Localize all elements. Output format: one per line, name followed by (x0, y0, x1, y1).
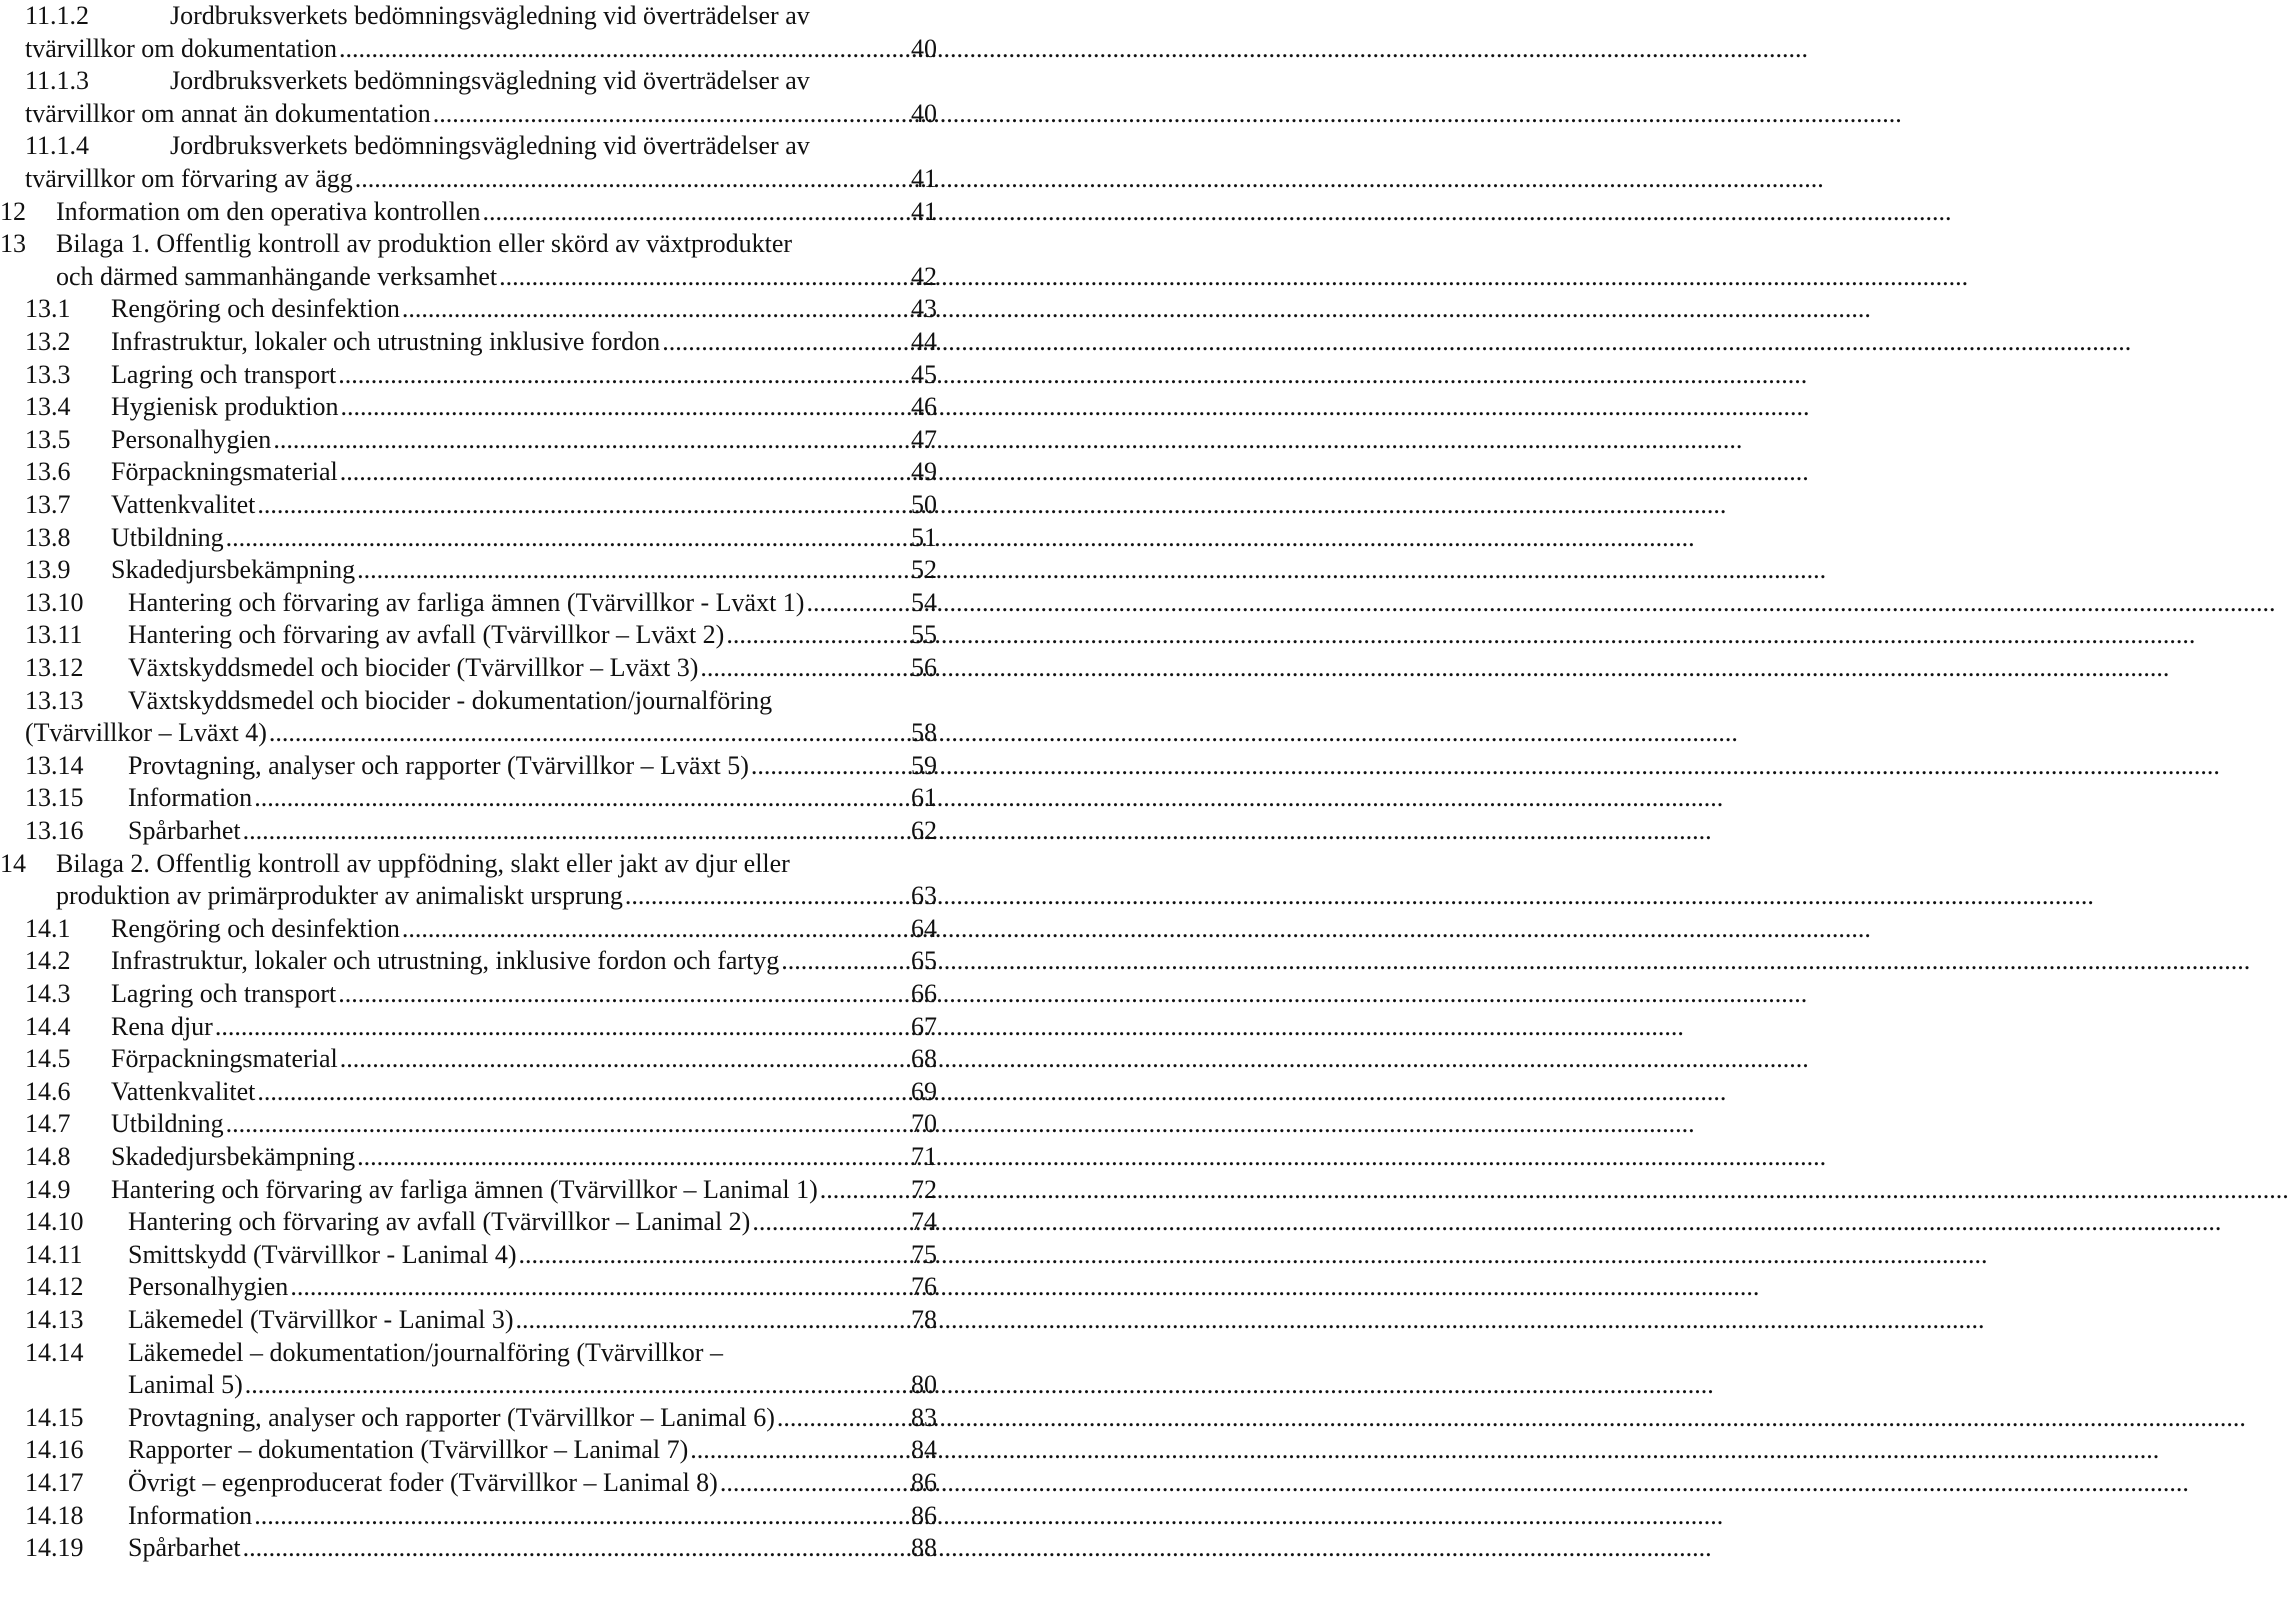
toc-dot-leader (357, 1141, 909, 1173)
toc-dot-leader (341, 391, 910, 423)
toc-page-number: 74 (911, 1207, 937, 1237)
toc-entry-title: Personalhygien (128, 1272, 289, 1302)
toc-page-number: 80 (911, 1370, 937, 1400)
toc-entry[interactable] (25, 815, 937, 847)
toc-entry-number: 14.11 (25, 1239, 83, 1269)
toc-entry[interactable] (25, 1304, 937, 1336)
toc-entry[interactable] (25, 1011, 937, 1043)
toc-page-number: 43 (911, 294, 937, 324)
toc-entry-title: Spårbarhet (128, 816, 241, 845)
toc-entry-title: Rapporter – dokumentation (Tvärvillkor – Lanimal 7) (128, 1435, 689, 1465)
toc-entry-title: Rena djur (111, 1011, 213, 1041)
toc-entry-number: 14.6 (25, 1076, 71, 1106)
toc-dot-leader (516, 1304, 909, 1336)
toc-entry-number: 13.15 (25, 783, 84, 813)
toc-entry[interactable] (25, 522, 937, 554)
toc-page-number: 64 (911, 913, 937, 943)
toc-page-number: 88 (911, 1533, 937, 1563)
toc-dot-leader (243, 815, 909, 847)
toc-dot-leader (269, 717, 909, 749)
toc-entry[interactable] (25, 65, 937, 97)
toc-page-number: 76 (911, 1272, 937, 1302)
toc-entry[interactable] (25, 1076, 937, 1108)
toc-entry-title: Information (128, 1500, 253, 1530)
toc-page-number: 70 (911, 1109, 937, 1139)
toc-page-number: 54 (911, 587, 937, 617)
toc-page-number: 47 (911, 424, 937, 454)
toc-entry-title: Hantering och förvaring av avfall (Tvärvillkor – Lväxt 2) (128, 620, 725, 650)
toc-page-number: 40 (911, 98, 937, 128)
toc-entry-title: Hantering och förvaring av farliga ämnen (Tvärvillkor – Lanimal 1) (111, 1174, 818, 1204)
toc-entry-title: Infrastruktur, lokaler och utrustning inklusive fordon (111, 327, 661, 356)
toc-page-number: 75 (911, 1239, 937, 1269)
toc-entry-title: Smittskydd (Tvärvillkor - Lanimal 4) (128, 1239, 517, 1269)
toc-dot-leader (519, 1239, 910, 1271)
toc-page-number: 86 (911, 1500, 937, 1530)
toc-entry-number: 14.12 (25, 1272, 84, 1302)
toc-entry[interactable] (25, 130, 937, 162)
toc-entry-number: 13.16 (25, 816, 84, 845)
toc-entry[interactable] (25, 1239, 937, 1271)
toc-entry-title: och därmed sammanhängande verksamhet (56, 261, 498, 291)
toc-page-number: 45 (911, 359, 937, 389)
toc-dot-leader (402, 913, 909, 945)
toc-page-number: 71 (911, 1142, 937, 1171)
toc-dot-leader (402, 293, 909, 325)
toc-entry-title: Jordbruksverkets bedömningsvägledning vid överträdelser av (170, 66, 810, 96)
toc-entry[interactable] (25, 782, 937, 814)
toc-entry[interactable] (25, 1141, 937, 1173)
toc-entry-number: 14.9 (25, 1174, 71, 1204)
toc-dot-leader (290, 1271, 909, 1303)
toc-dot-leader (433, 98, 909, 130)
toc-entry-number: 14.2 (25, 946, 71, 976)
toc-entry-title: tvärvillkor om annat än dokumentation (25, 98, 431, 128)
toc-entry[interactable] (25, 750, 937, 782)
toc-dot-leader (226, 1108, 909, 1140)
toc-entry-continuation[interactable] (25, 163, 937, 195)
toc-entry-number: 14.5 (25, 1044, 71, 1074)
toc-page-number: 59 (911, 750, 937, 780)
toc-entry-title: tvärvillkor om förvaring av ägg (25, 164, 353, 193)
toc-entry[interactable] (25, 945, 937, 977)
toc-entry-title: Rengöring och desinfektion (111, 294, 400, 324)
toc-entry-number: 14.10 (25, 1207, 84, 1237)
toc-entry-number: 14.17 (25, 1468, 84, 1497)
toc-entry[interactable] (25, 326, 937, 358)
toc-entry-number: 14.8 (25, 1142, 71, 1171)
toc-page-number: 46 (911, 392, 937, 422)
toc-entry[interactable] (25, 1337, 937, 1369)
toc-page-number: 62 (911, 816, 937, 845)
table-of-contents (0, 0, 960, 1608)
toc-entry[interactable] (25, 424, 937, 456)
toc-entry-title: Personalhygien (111, 424, 272, 454)
toc-entry[interactable] (25, 554, 937, 586)
toc-entry-title: Vattenkvalitet (111, 490, 256, 519)
toc-entry-number: 13.1 (25, 294, 71, 324)
toc-dot-leader (690, 1434, 909, 1466)
toc-page-number: 40 (911, 33, 937, 63)
toc-entry-title: (Tvärvillkor – Lväxt 4) (25, 718, 267, 748)
toc-entry[interactable] (25, 685, 937, 717)
toc-entry-number: 13.5 (25, 424, 71, 454)
toc-entry[interactable] (25, 1402, 937, 1434)
toc-page-number: 78 (911, 1305, 937, 1334)
toc-entry-title: tvärvillkor om dokumentation (25, 33, 337, 63)
toc-entry[interactable] (25, 1500, 937, 1532)
toc-entry-title: Läkemedel (Tvärvillkor - Lanimal 3) (128, 1305, 514, 1334)
toc-entry[interactable] (25, 652, 937, 684)
toc-entry-title: Skadedjursbekämpning (111, 1142, 356, 1171)
toc-entry-number: 14.1 (25, 913, 71, 943)
toc-entry[interactable] (25, 1043, 937, 1075)
toc-page-number: 65 (911, 946, 937, 976)
toc-entry[interactable] (25, 619, 937, 651)
toc-entry-title: Bilaga 1. Offentlig kontroll av produktion eller skörd av växtprodukter (56, 229, 793, 259)
toc-entry[interactable] (25, 293, 937, 325)
toc-entry-number: 13.2 (25, 327, 71, 356)
toc-entry-number: 14.14 (25, 1337, 84, 1367)
toc-dot-leader (720, 1467, 909, 1499)
toc-entry[interactable] (25, 1108, 937, 1140)
toc-dot-leader (777, 1402, 909, 1434)
toc-page-number: 68 (911, 1044, 937, 1074)
toc-entry[interactable] (25, 587, 937, 619)
toc-page-number: 50 (911, 490, 937, 519)
toc-entry[interactable] (25, 1271, 937, 1303)
toc-page-number: 41 (911, 164, 937, 193)
toc-entry-title: Information om den operativa kontrollen (56, 196, 481, 226)
toc-entry-number: 14.13 (25, 1305, 84, 1334)
toc-page-number: 84 (911, 1435, 937, 1465)
toc-entry-number: 13.8 (25, 522, 71, 552)
toc-entry-title: Rengöring och desinfektion (111, 913, 400, 943)
toc-page-number: 51 (911, 522, 937, 552)
toc-dot-leader (340, 1043, 909, 1075)
toc-entry-continuation[interactable] (25, 33, 937, 65)
toc-entry-title: Bilaga 2. Offentlig kontroll av uppfödning, slakt eller jakt av djur eller (56, 848, 790, 878)
toc-page-number: 49 (911, 457, 937, 487)
toc-dot-leader (215, 1011, 909, 1043)
toc-entry[interactable] (25, 913, 937, 945)
toc-entry-continuation[interactable] (56, 880, 937, 912)
toc-entry-number: 13.11 (25, 620, 83, 650)
toc-entry-number: 13 (0, 229, 26, 259)
toc-page-number: 42 (911, 261, 937, 291)
toc-entry-title: Växtskyddsmedel och biocider (Tvärvillkor – Lväxt 3) (128, 653, 699, 682)
toc-entry-title: Läkemedel – dokumentation/journalföring (Tvärvillkor – (128, 1337, 723, 1367)
toc-page-number: 66 (911, 979, 937, 1008)
toc-entry-number: 13.12 (25, 653, 84, 682)
toc-entry-title: Övrigt – egenproducerat foder (Tvärvillkor – Lanimal 8) (128, 1468, 718, 1497)
toc-entry-number: 14.18 (25, 1500, 84, 1530)
toc-dot-leader (700, 652, 909, 684)
toc-entry-number: 14.7 (25, 1109, 71, 1139)
toc-dot-leader (254, 782, 909, 814)
toc-entry-number: 11.1.4 (25, 131, 90, 161)
toc-entry-title: Förpackningsmaterial (111, 1044, 338, 1074)
toc-dot-leader (499, 261, 909, 293)
toc-entry-number: 13.3 (25, 359, 71, 389)
toc-entry-title: produktion av primärprodukter av animaliskt ursprung (56, 881, 623, 911)
toc-entry-title: Utbildning (111, 1109, 224, 1139)
toc-entry-number: 14.19 (25, 1533, 84, 1563)
toc-page-number: 55 (911, 620, 937, 650)
toc-entry-title: Hantering och förvaring av avfall (Tvärvillkor – Lanimal 2) (128, 1207, 751, 1237)
toc-entry-title: Utbildning (111, 522, 224, 552)
toc-page-number: 58 (911, 718, 937, 748)
toc-entry[interactable] (25, 456, 937, 488)
toc-entry-title: Lagring och transport (111, 979, 337, 1008)
toc-page-number: 41 (911, 196, 937, 226)
toc-entry-number: 13.14 (25, 750, 84, 780)
toc-entry-number: 14.16 (25, 1435, 84, 1465)
toc-entry[interactable] (25, 1206, 937, 1238)
toc-entry-title: Vattenkvalitet (111, 1076, 256, 1106)
toc-dot-leader (662, 326, 909, 358)
toc-entry[interactable] (25, 489, 937, 521)
toc-entry[interactable] (25, 978, 937, 1010)
toc-dot-leader (806, 587, 909, 619)
toc-entry-number: 14 (0, 848, 26, 878)
toc-page-number: 83 (911, 1402, 937, 1432)
toc-dot-leader (751, 750, 909, 782)
toc-entry-title: Spårbarhet (128, 1533, 241, 1563)
toc-dot-leader (357, 554, 909, 586)
toc-entry-continuation[interactable] (56, 261, 937, 293)
toc-entry-number: 14.15 (25, 1402, 84, 1432)
toc-entry-number: 13.10 (25, 587, 84, 617)
toc-entry-continuation[interactable] (128, 1369, 937, 1401)
toc-dot-leader (355, 163, 909, 195)
toc-dot-leader (243, 1532, 909, 1564)
toc-page-number: 61 (911, 783, 937, 813)
toc-entry[interactable] (25, 359, 937, 391)
toc-entry-title: Lanimal 5) (128, 1370, 243, 1400)
toc-page-number: 52 (911, 555, 937, 585)
toc-entry-number: 13.7 (25, 490, 71, 519)
toc-entry-number: 13.6 (25, 457, 71, 487)
toc-entry-number: 11.1.3 (25, 66, 90, 96)
toc-dot-leader (339, 33, 909, 65)
toc-entry-title: Lagring och transport (111, 359, 337, 389)
toc-entry[interactable] (25, 391, 937, 423)
toc-entry-continuation[interactable] (25, 717, 937, 749)
toc-dot-leader (338, 359, 909, 391)
toc-page-number: 72 (911, 1174, 937, 1204)
toc-entry[interactable] (0, 848, 937, 880)
toc-dot-leader (245, 1369, 909, 1401)
toc-entry-title: Hygienisk produktion (111, 392, 339, 422)
toc-dot-leader (820, 1174, 909, 1206)
toc-page-number: 67 (911, 1011, 937, 1041)
toc-page-number: 44 (911, 327, 937, 356)
toc-entry-title: Provtagning, analyser och rapporter (Tvärvillkor – Lväxt 5) (128, 750, 749, 780)
toc-entry[interactable] (0, 228, 937, 260)
toc-entry[interactable] (25, 1532, 937, 1564)
toc-entry[interactable] (25, 1434, 937, 1466)
toc-entry[interactable] (25, 1467, 937, 1499)
toc-entry-number: 14.3 (25, 979, 71, 1008)
toc-entry-number: 14.4 (25, 1011, 71, 1041)
toc-page-number: 86 (911, 1468, 937, 1497)
toc-entry-continuation[interactable] (25, 98, 937, 130)
toc-entry-number: 12 (0, 196, 26, 226)
toc-dot-leader (726, 619, 909, 651)
toc-entry-number: 13.13 (25, 685, 84, 715)
toc-dot-leader (340, 456, 909, 488)
toc-entry-number: 13.9 (25, 555, 71, 585)
toc-entry[interactable] (0, 196, 937, 228)
toc-dot-leader (254, 1500, 909, 1532)
toc-dot-leader (257, 1076, 909, 1108)
toc-entry-number: 11.1.2 (25, 1, 90, 30)
toc-entry-title: Jordbruksverkets bedömningsvägledning vid överträdelser av (170, 1, 810, 30)
toc-dot-leader (483, 196, 909, 228)
toc-dot-leader (226, 522, 909, 554)
toc-dot-leader (257, 489, 909, 521)
toc-entry-title: Infrastruktur, lokaler och utrustning, inklusive fordon och fartyg (111, 946, 780, 976)
toc-entry[interactable] (25, 0, 937, 32)
toc-dot-leader (752, 1206, 909, 1238)
toc-entry-title: Växtskyddsmedel och biocider - dokumentation/journalföring (128, 685, 773, 715)
toc-page-number: 56 (911, 653, 937, 682)
toc-dot-leader (625, 880, 909, 912)
toc-dot-leader (781, 945, 909, 977)
toc-page-number: 63 (911, 881, 937, 911)
toc-dot-leader (273, 424, 909, 456)
toc-entry-number: 13.4 (25, 392, 71, 422)
toc-entry-title: Provtagning, analyser och rapporter (Tvärvillkor – Lanimal 6) (128, 1402, 775, 1432)
toc-entry-title: Jordbruksverkets bedömningsvägledning vid överträdelser av (170, 131, 810, 161)
toc-entry-title: Skadedjursbekämpning (111, 555, 356, 585)
toc-page-number: 69 (911, 1076, 937, 1106)
toc-entry-title: Förpackningsmaterial (111, 457, 338, 487)
toc-entry-title: Hantering och förvaring av farliga ämnen (Tvärvillkor - Lväxt 1) (128, 587, 805, 617)
toc-dot-leader (338, 978, 909, 1010)
toc-entry-title: Information (128, 783, 253, 813)
toc-entry[interactable] (25, 1174, 937, 1206)
